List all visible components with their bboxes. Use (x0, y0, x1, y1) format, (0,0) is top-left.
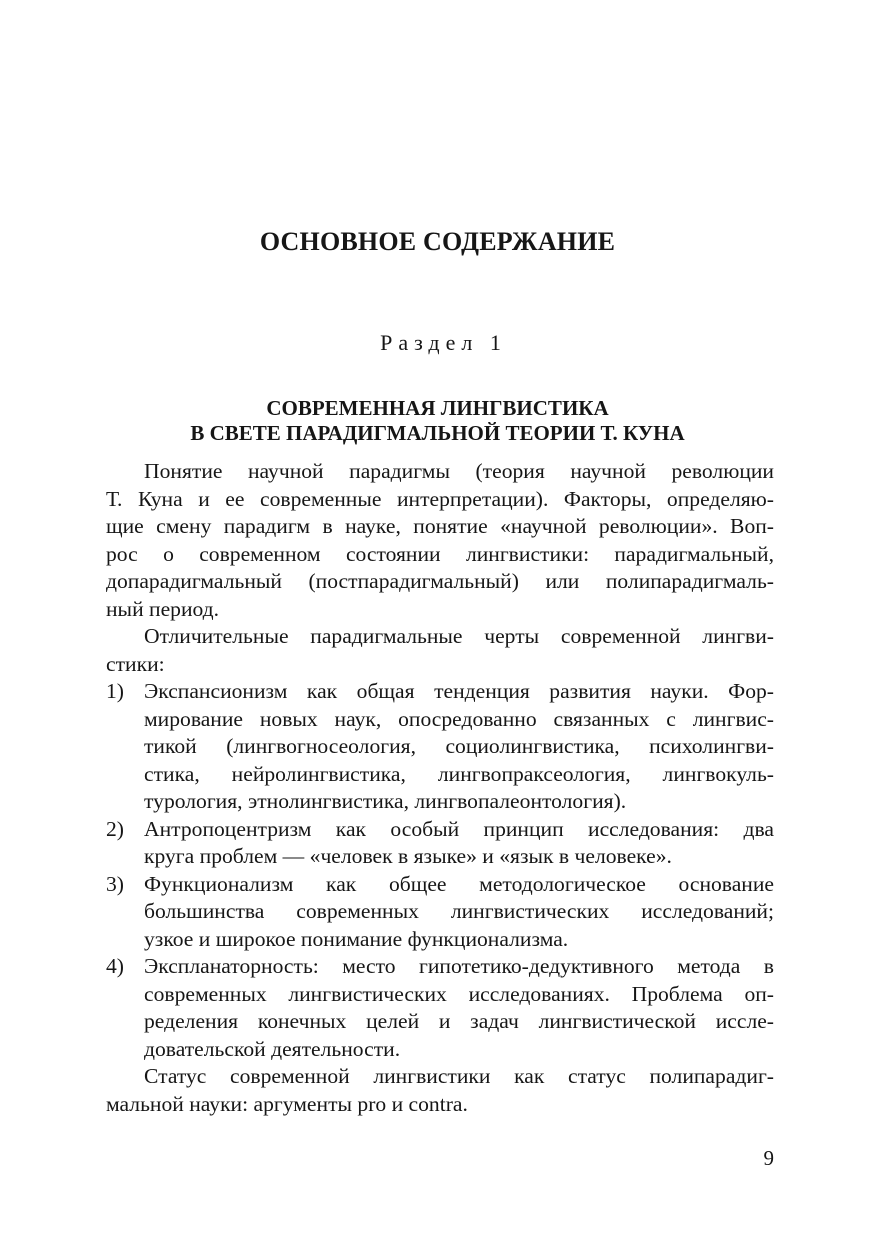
list-number: 3) (106, 871, 124, 896)
body-text (106, 458, 774, 1118)
list-line: большинства современных лингвистических исследований; (144, 899, 774, 923)
main-title: ОСНОВНОЕ СОДЕРЖАНИЕ (259, 227, 616, 256)
list-item (106, 871, 774, 899)
list-line: Функционализм как общее методологическое основание (144, 871, 774, 896)
list-number: 4) (106, 954, 124, 978)
section-title (0, 396, 875, 446)
list-item (106, 953, 774, 981)
paragraph-line: стики: (106, 651, 165, 676)
list-line: Антропоцентризм как особый принцип исследования: два (144, 816, 774, 841)
section-title-line: В СВЕТЕ ПАРАДИГМАЛЬНОЙ ТЕОРИИ Т. КУНА (190, 421, 685, 445)
list-line: турология, этнолингвистика, лингвопалеонтология). (144, 789, 627, 813)
page-number: 9 (763, 1146, 774, 1170)
list-line: современных лингвистических исследованиях. Проблема оп- (144, 981, 774, 1006)
paragraph-line: щие смену парадигм в науке, понятие «научной революции». Воп- (106, 514, 774, 538)
section-title-line: СОВРЕМЕННАЯ ЛИНГВИСТИКА (266, 396, 609, 420)
list-line: мирование новых наук, опосредованно связанных с лингвис- (144, 706, 774, 731)
section-label: Раздел 1 (380, 330, 507, 355)
paragraph-line: Т. Куна и ее современные интерпретации). Факторы, определяю- (106, 486, 774, 511)
paragraph-line: рос о современном состоянии лингвистики: парадигмальный, (106, 541, 774, 566)
paragraph-line: Статус современной лингвистики как статус полипарадиг- (144, 1064, 774, 1088)
paragraph-line: мальной науки: аргументы pro и contra. (106, 1091, 468, 1116)
list-item (106, 816, 774, 844)
list-line: Экспланаторность: место гипотетико-дедуктивного метода в (144, 954, 774, 978)
list-line: стика, нейролингвистика, лингвопраксеология, лингвокуль- (144, 761, 774, 786)
list-number: 2) (106, 816, 124, 841)
list-line: круга проблем — «человек в языке» и «язык в человеке». (144, 844, 672, 868)
paragraph-line: ный период. (106, 596, 220, 621)
list-line: тикой (лингвогносеология, социолингвистика, психолингви- (144, 734, 774, 758)
list-line: Экспансионизм как общая тенденция развития науки. Фор- (144, 679, 774, 703)
list-line: узкое и широкое понимание функционализма. (144, 926, 569, 951)
list-number: 1) (106, 679, 124, 703)
paragraph-line: допарадигмальный (постпарадигмальный) или полипарадигмаль- (106, 569, 774, 593)
paragraph-line: Понятие научной парадигмы (теория научной революции (144, 459, 774, 483)
list-item (106, 678, 774, 706)
list-line: довательской деятельности. (144, 1036, 401, 1061)
list-line: ределения конечных целей и задач лингвистической иссле- (144, 1009, 774, 1033)
paragraph-line: Отличительные парадигмальные черты современной лингви- (144, 624, 774, 648)
